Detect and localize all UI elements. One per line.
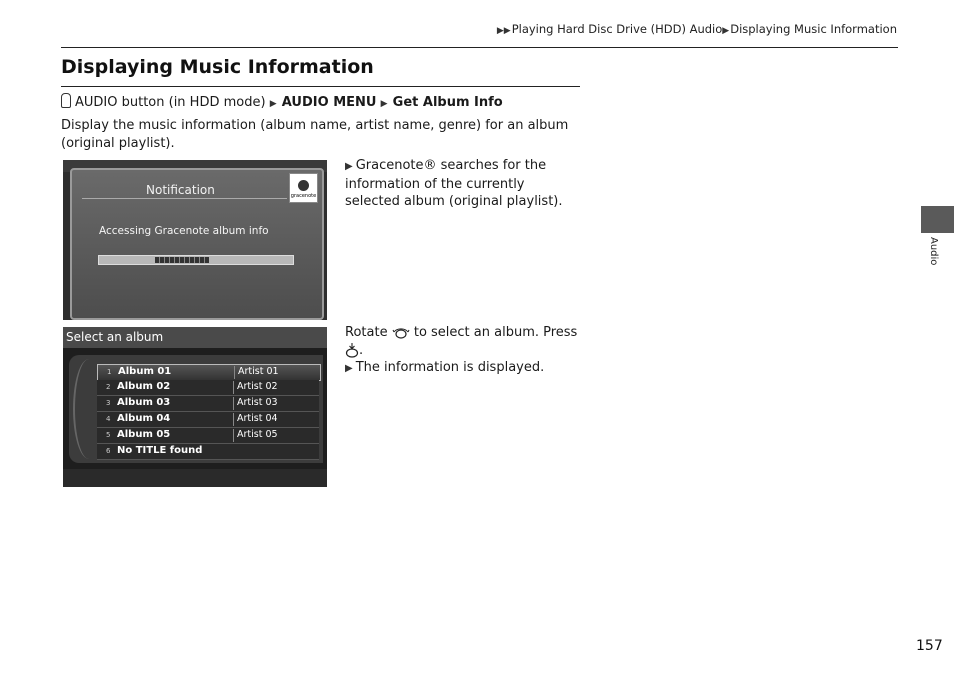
path-step-get-album-info: Get Album Info [392,95,503,110]
album-row-artist: Artist 01 [238,366,279,377]
notification-dialog [70,168,324,320]
gracenote-logo-text: gracenote [290,193,317,199]
album-row-title: Album 05 [117,429,171,440]
note-select-album [345,324,580,378]
gracenote-logo-icon [298,180,309,191]
breadcrumb [497,22,897,36]
note-gracenote [345,157,580,211]
album-row-number: 6 [106,447,111,455]
notification-message: Accessing Gracenote album info [99,225,269,237]
album-row-artist: Artist 03 [237,397,278,408]
notification-screenshot [63,160,327,320]
path-step-audio-menu: AUDIO MENU [281,95,377,110]
album-row[interactable] [97,428,319,444]
breadcrumb-part2[interactable]: Displaying Music Information [730,22,897,36]
breadcrumb-arrows: ▶▶ [496,26,511,36]
album-row-divider [233,429,234,442]
screen-footer [63,469,327,487]
album-row[interactable] [97,412,319,428]
gracenote-logo [289,173,318,203]
note-rotate-word: Rotate [345,325,388,340]
period: . [359,342,364,358]
interface-dial-rotate-icon [392,326,410,340]
interface-dial-press-icon [345,342,359,358]
album-row[interactable] [97,364,321,381]
album-row-title: Album 03 [117,397,171,408]
page-number: 157 [916,638,943,654]
album-row-title: Album 02 [117,381,171,392]
dialog-rule [82,198,287,199]
progress-fill [155,257,209,263]
title-rule [61,86,580,87]
album-row-title: Album 04 [117,413,171,424]
progress-bar [98,255,294,265]
album-row-number: 5 [106,431,111,439]
note-arrow-icon: ▶ [345,363,353,374]
section-tab-marker [921,206,954,233]
note-select-text: to select an album. Press [413,325,578,340]
path-arrow-2: ▶ [380,99,388,109]
page-title: Displaying Music Information [61,56,374,78]
album-row-divider [233,413,234,426]
album-row-divider [233,381,234,394]
album-row-number: 3 [106,399,111,407]
path-arrow-1: ▶ [269,99,277,109]
album-row-number: 1 [107,368,112,376]
header-rule [61,47,898,48]
breadcrumb-part1[interactable]: Playing Hard Disc Drive (HDD) Audio [511,22,723,36]
navigation-path [61,93,503,110]
album-row-divider [234,366,235,379]
section-tab-label: Audio [928,237,939,266]
note-gracenote-text: Gracenote® searches for the information of the currently selected album (original playlist). [345,158,563,209]
path-start: AUDIO button (in HDD mode) [75,95,266,110]
album-row-number: 2 [106,383,111,391]
notification-title: Notification [146,183,215,197]
album-row-title: No TITLE found [117,445,203,456]
album-row-artist: Artist 05 [237,429,278,440]
album-row[interactable] [97,380,319,396]
intro-text: Display the music information (album name, artist name, genre) for an album (original playlist). [61,118,569,151]
screen-title: Select an album [66,330,164,344]
album-row-artist: Artist 02 [237,381,278,392]
note-displayed-text: The information is displayed. [355,360,545,375]
album-row[interactable] [97,444,319,460]
select-album-screenshot [63,327,327,487]
note-arrow-icon: ▶ [345,161,353,172]
album-row-title: Album 01 [118,366,172,377]
album-row-divider [233,397,234,410]
screen-header [63,327,327,348]
album-row-artist: Artist 04 [237,413,278,424]
album-row-number: 4 [106,415,111,423]
breadcrumb-sep: ▶ [722,26,730,36]
home-key-icon [61,93,71,108]
album-row[interactable] [97,396,319,412]
